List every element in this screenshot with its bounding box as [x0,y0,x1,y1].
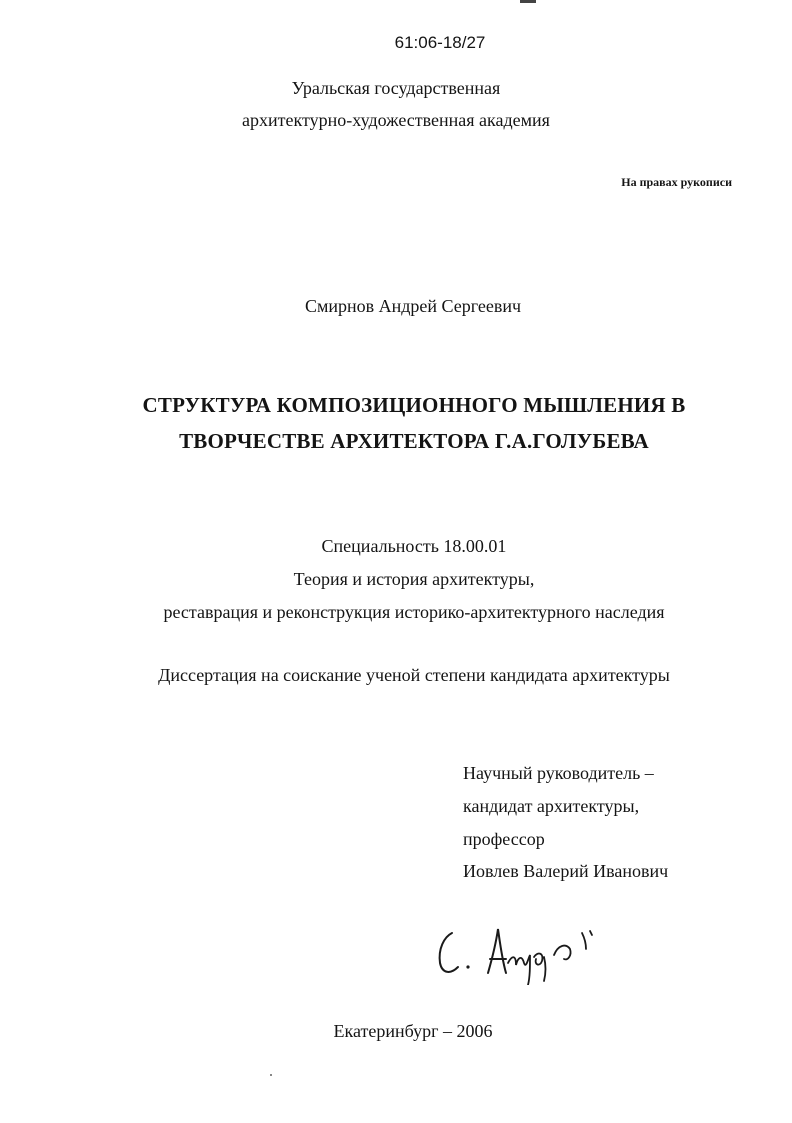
archive-code: 61:06-18/27 [394,33,486,52]
author-signature [430,915,610,985]
advisor-degree: кандидат архитектуры, [463,796,640,816]
author-name: Смирнов Андрей Сергеевич [304,296,522,316]
advisor-role: Научный руководитель – [463,763,654,783]
title-line-1: СТРУКТУРА КОМПОЗИЦИОННОГО МЫШЛЕНИЯ В [142,393,686,417]
specialty-name-1: Теория и история архитектуры, [293,569,535,589]
institution-line-2: архитектурно-художественная академия [242,110,550,130]
scan-mark [520,0,536,3]
title-line-2: ТВОРЧЕСТВЕ АРХИТЕКТОРА Г.А.ГОЛУБЕВА [179,429,649,453]
scan-dot [270,1074,272,1076]
advisor-rank: профессор [463,829,545,849]
rights-note: На правах рукописи [621,175,732,189]
specialty-name-2: реставрация и реконструкция историко-архитектурного наследия [163,602,665,622]
specialty-code: Специальность 18.00.01 [321,536,507,556]
advisor-name: Иовлев Валерий Иванович [463,861,669,881]
city-year: Екатеринбург – 2006 [333,1021,493,1041]
dissertation-statement: Диссертация на соискание ученой степени кандидата архитектуры [158,665,670,685]
institution-line-1: Уральская государственная [291,78,501,98]
